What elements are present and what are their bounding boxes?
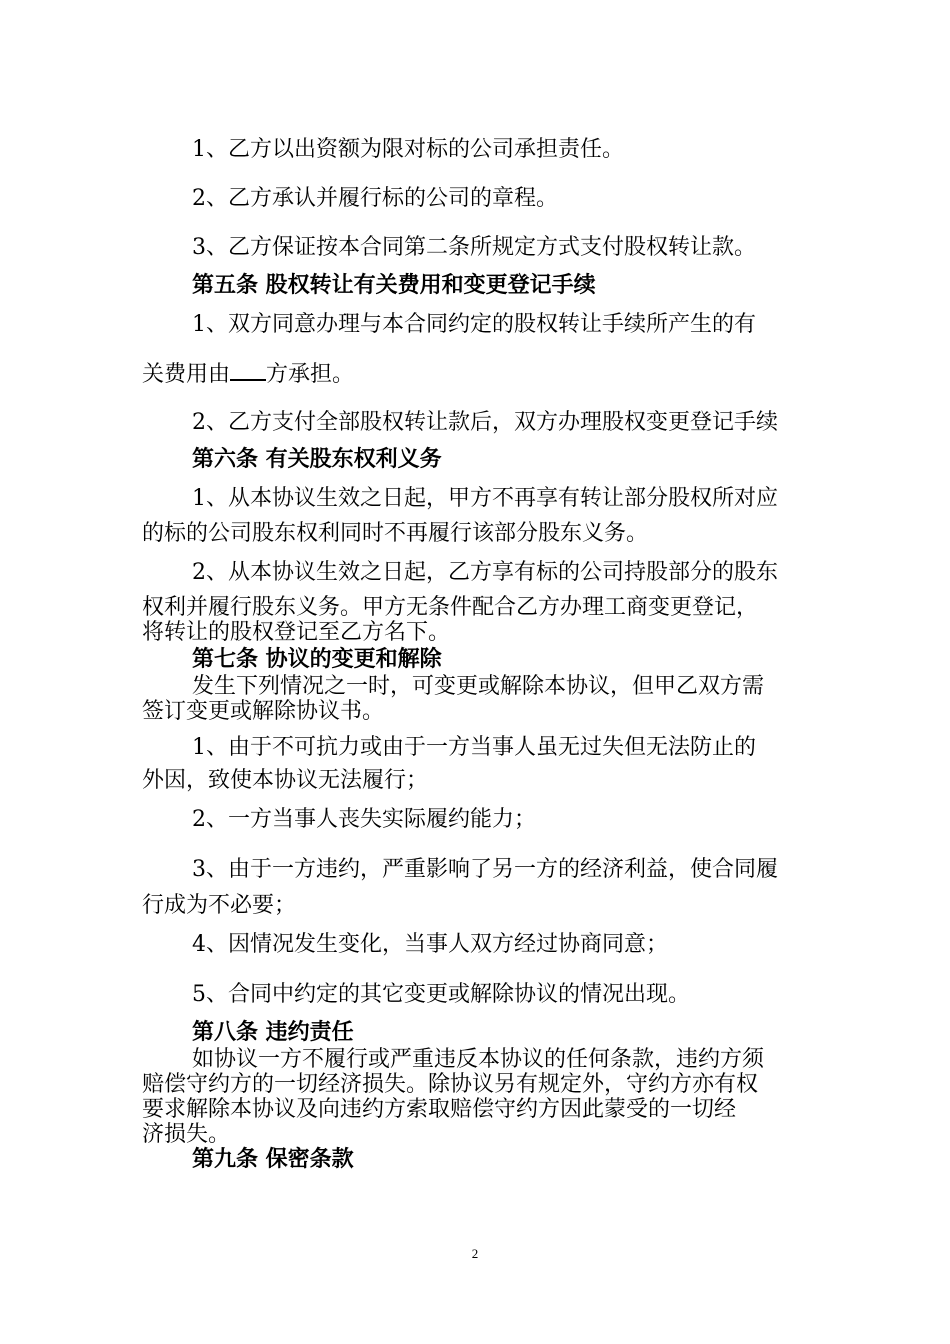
section5-item-1-post: 方承担。 [266,362,355,387]
section8-heading: 第八条 违约责任 [192,1020,354,1045]
section7-item-1-line-2: 外因，致使本协议无法履行； [142,768,429,793]
section5-item-1-line-1: 1、双方同意办理与本合同约定的股权转让手续所产生的有 [192,312,756,337]
section4-item-2: 2、乙方承认并履行标的公司的章程。 [192,186,558,211]
section5-item-2: 2、乙方支付全部股权转让款后，双方办理股权变更登记手续 [192,410,778,435]
section4-item-1: 1、乙方以出资额为限对标的公司承担责任。 [192,137,624,162]
section5-item-1-pre: 关费用由 [142,362,231,387]
page-number: 2 [471,1246,479,1261]
section5-heading: 第五条 股权转让有关费用和变更登记手续 [192,273,596,298]
section8-line-3: 要求解除本协议及向违约方索取赔偿守约方因此蒙受的一切经 [142,1097,737,1122]
section7-item-3-line-2: 行成为不必要； [142,893,297,918]
section7-item-4: 4、因情况发生变化，当事人双方经过协商同意； [192,932,668,957]
section6-item-1-line-2: 的标的公司股东权利同时不再履行该部分股东义务。 [142,521,649,546]
section7-heading: 第七条 协议的变更和解除 [192,647,442,672]
section7-item-2: 2、一方当事人丧失实际履约能力； [192,807,536,832]
section7-item-3-line-1: 3、由于一方违约，严重影响了另一方的经济利益，使合同履 [192,857,778,882]
section6-heading: 第六条 有关股东权利义务 [192,447,442,472]
section4-item-3: 3、乙方保证按本合同第二条所规定方式支付股权转让款。 [192,235,756,260]
section9-heading: 第九条 保密条款 [192,1147,354,1172]
section5-item-1-line-2 [0,359,950,390]
section6-item-2-line-3: 将转让的股权登记至乙方名下。 [142,620,451,645]
section8-line-1: 如协议一方不履行或严重违反本协议的任何条款，违约方须 [192,1047,765,1072]
section8-line-2: 赔偿守约方的一切经济损失。除协议另有规定外，守约方亦有权 [142,1072,759,1097]
fill-in-blank [230,359,266,381]
section7-intro-line-2: 签订变更或解除协议书。 [142,699,385,724]
section7-intro-line-1: 发生下列情况之一时，可变更或解除本协议，但甲乙双方需 [192,674,765,699]
section7-item-1-line-1: 1、由于不可抗力或由于一方当事人虽无过失但无法防止的 [192,735,756,760]
section6-item-1-line-1: 1、从本协议生效之日起，甲方不再享有转让部分股权所对应 [192,486,778,511]
section6-item-2-line-1: 2、从本协议生效之日起，乙方享有标的公司持股部分的股东 [192,560,778,585]
section7-item-5: 5、合同中约定的其它变更或解除协议的情况出现。 [192,982,690,1007]
section6-item-2-line-2: 权利并履行股东义务。甲方无条件配合乙方办理工商变更登记， [142,595,759,620]
section8-line-4: 济损失。 [142,1122,231,1147]
